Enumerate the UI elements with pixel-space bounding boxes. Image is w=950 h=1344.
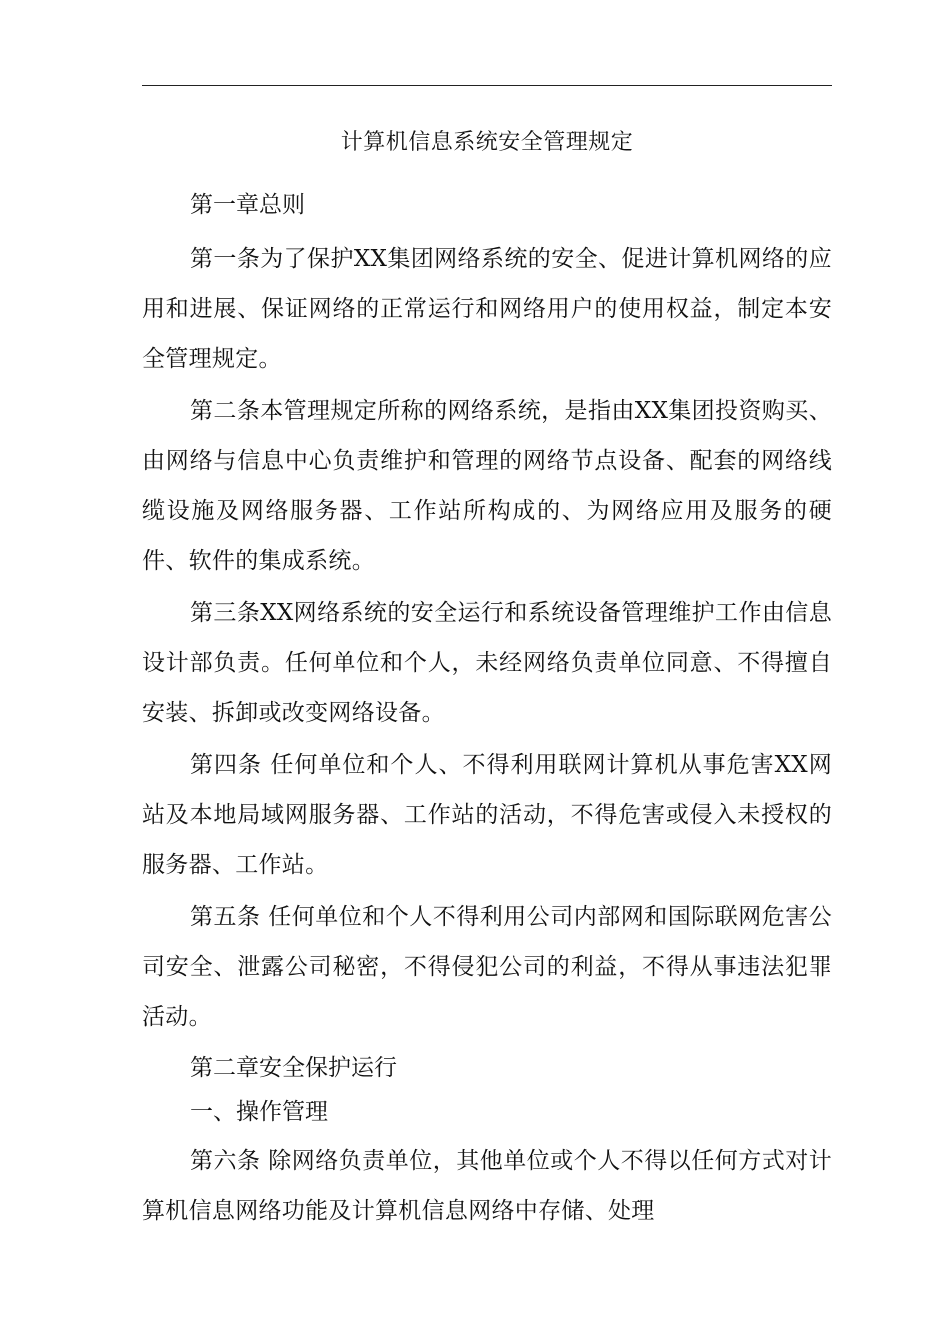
section-1-heading: 一、操作管理 (190, 1099, 328, 1125)
article-6: 第六条 除网络负责单位，其他单位或个人不得以任何方式对计算机信息网络功能及计算机信息网络中存储、处理 (142, 1148, 832, 1224)
chapter-1-heading: 第一章总则 (190, 192, 305, 218)
article-3: 第三条XX网络系统的安全运行和系统设备管理维护工作由信息设计部负责。任何单位和个人，未经网络负责单位同意、不得擅自安装、拆卸或改变网络设备。 (142, 600, 832, 726)
chapter-2-heading: 第二章安全保护运行 (190, 1055, 397, 1081)
article-1: 第一条为了保护XX集团网络系统的安全、促进计算机网络的应用和进展、保证网络的正常运行和网络用户的使用权益，制定本安全管理规定。 (142, 246, 832, 372)
article-2: 第二条本管理规定所称的网络系统，是指由XX集团投资购买、由网络与信息中心负责维护和管理的网络节点设备、配套的网络线缆设施及网络服务器、工作站所构成的、为网络应用及服务的硬件、软件的集成系统。 (142, 398, 832, 574)
document-title: 计算机信息系统安全管理规定 (340, 130, 634, 155)
article-4: 第四条 任何单位和个人、不得利用联网计算机从事危害XX网站及本地局域网服务器、工作站的活动，不得危害或侵入未授权的服务器、工作站。 (142, 752, 832, 878)
header-rule (142, 85, 832, 86)
document-body (142, 118, 832, 1236)
article-5: 第五条 任何单位和个人不得利用公司内部网和国际联网危害公司安全、泄露公司秘密，不得侵犯公司的利益，不得从事违法犯罪活动。 (142, 904, 832, 1030)
